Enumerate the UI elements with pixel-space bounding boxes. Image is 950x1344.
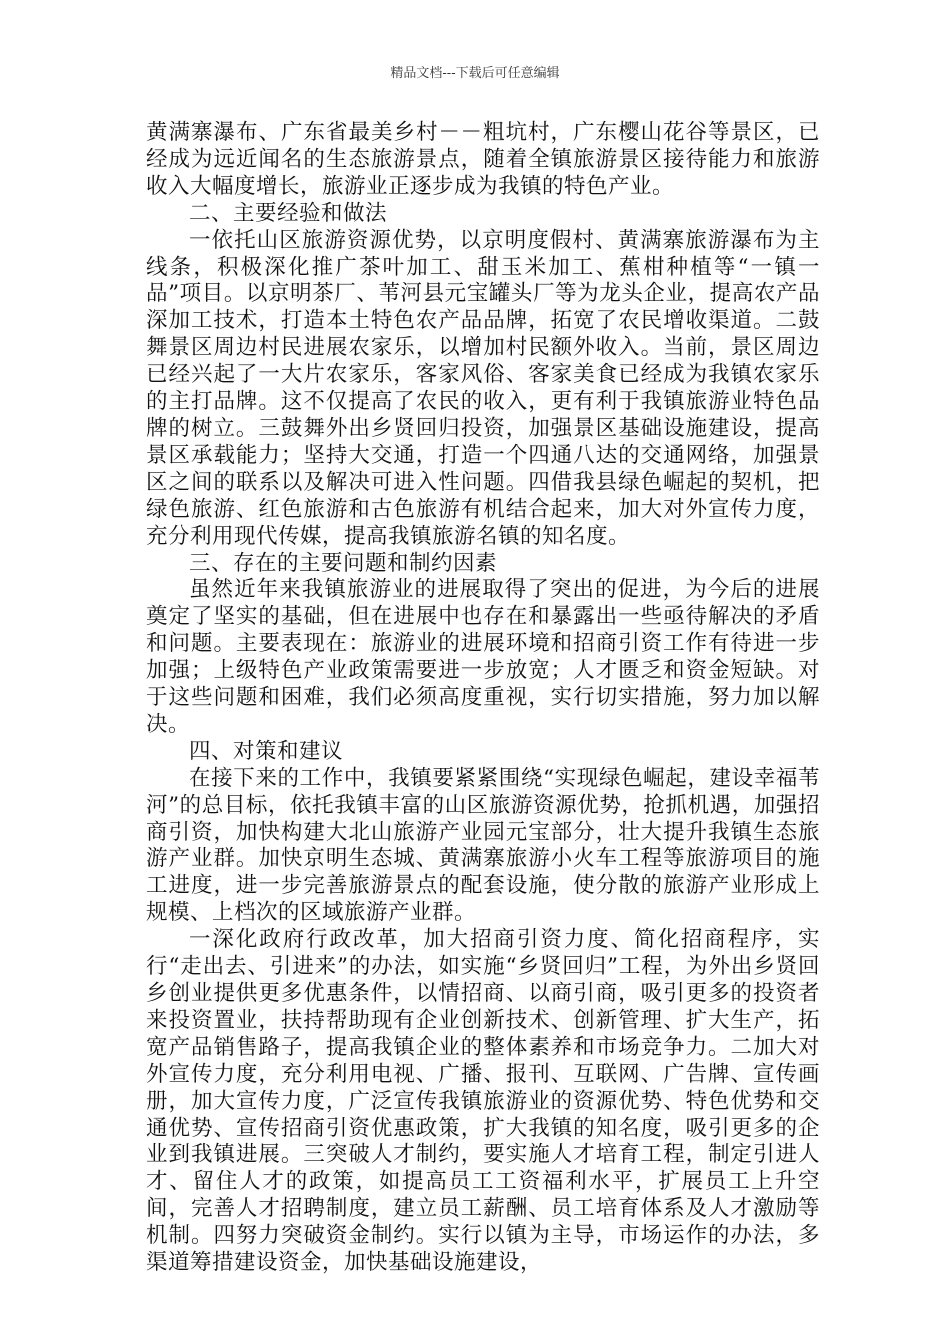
paragraph-experience: 一依托山区旅游资源优势，以京明度假村、黄满寨旅游瀑布为主线条，积极深化推广茶叶加工、甜玉米加工、蕉柑种植等“一镇一品”项目。以京明茶厂、苇河县元宝罐头厂等为龙头企业，提高农产品深加工技术，打造本土特色农产品品牌，拓宽了农民增收渠道。二鼓舞景区周边村民进展农家乐，以增加村民额外收入。当前，景区周边已经兴起了一大片农家乐，客家风俗、客家美食已经成为我镇农家乐的主打品牌。这不仅提高了农民的收入，更有利于我镇旅游业特色品牌的树立。三鼓舞外出乡贤回归投资，加强景区基础设施建设，提高景区承载能力；坚持大交通，打造一个四通八达的交通网络，加强景区之间的联系以及解决可进入性问题。四借我县绿色崛起的契机，把绿色旅游、红色旅游和古色旅游有机结合起来，加大对外宣传力度，充分利用现代传媒，提高我镇旅游名镇的知名度。 (146, 227, 820, 549)
section-heading-experience: 二、主要经验和做法 (189, 200, 388, 226)
page-header: 精品文档---下载后可任意编辑 (390, 66, 560, 81)
section-heading-suggestions: 四、对策和建议 (189, 738, 344, 764)
section-heading-problems: 三、存在的主要问题和制约因素 (189, 550, 498, 576)
paragraph-problems: 虽然近年来我镇旅游业的进展取得了突出的促进，为今后的进展奠定了坚实的基础，但在进展中也存在和暴露出一些亟待解决的矛盾和问题。主要表现在：旅游业的进展环境和招商引资工作有待进一步加强；上级特色产业政策需要进一步放宽；人才匮乏和资金短缺。对于这些问题和困难，我们必须高度重视，实行切实措施，努力加以解决。 (146, 577, 820, 737)
document-body (146, 120, 820, 1277)
paragraph-suggestions-measures: 一深化政府行政改革，加大招商引资力度、简化招商程序，实行“走出去、引进来”的办法，如实施“乡贤回归”工程，为外出乡贤回乡创业提供更多优惠条件，以情招商、以商引商，吸引更多的投资者来投资置业，扶持帮助现有企业创新技术、创新管理、扩大生产，拓宽产品销售路子，提高我镇企业的整体素养和市场竞争力。二加大对外宣传力度，充分利用电视、广播、报刊、互联网、广告牌、宣传画册，加大宣传力度，广泛宣传我镇旅游业的资源优势、特色优势和交通优势、宣传招商引资优惠政策，扩大我镇的知名度，吸引更多的企业到我镇进展。三突破人才制约，要实施人才培育工程，制定引进人才、留住人才的政策，如提高员工工资福利水平，扩展员工上升空间，完善人才招聘制度，建立员工薪酬、员工培育体系及人才激励等机制。四努力突破资金制约。实行以镇为主导，市场运作的办法，多渠道筹措建设资金，加快基础设施建设， (146, 927, 820, 1276)
paragraph-suggestions-goal: 在接下来的工作中，我镇要紧紧围绕“实现绿色崛起，建设幸福苇河”的总目标，依托我镇丰富的山区旅游资源优势，抢抓机遇，加强招商引资，加快构建大北山旅游产业园元宝部分，壮大提升我镇生态旅游产业群。加快京明生态城、黄满寨旅游小火车工程等旅游项目的施工进度，进一步完善旅游景点的配套设施，使分散的旅游产业形成上规模、上档次的区域旅游产业群。 (146, 765, 820, 926)
paragraph-intro: 黄满寨瀑布、广东省最美乡村－－粗坑村，广东樱山花谷等景区，已经成为远近闻名的生态旅游景点，随着全镇旅游景区接待能力和旅游收入大幅度增长，旅游业正逐步成为我镇的特色产业。 (146, 120, 820, 199)
